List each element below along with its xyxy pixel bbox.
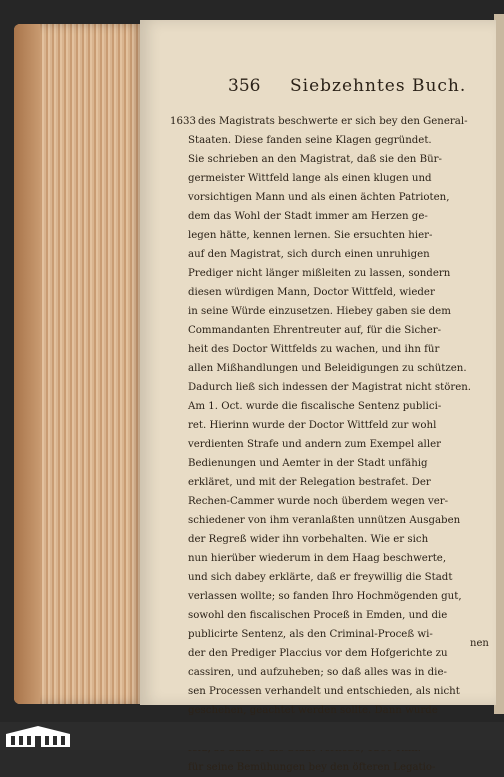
text-line	[170, 302, 488, 321]
text-line	[170, 644, 488, 663]
text-line	[170, 625, 488, 644]
line-text: erkläret, und mit der Relegation bestrafet. Der	[188, 477, 431, 488]
text-line	[170, 492, 488, 511]
text-line	[170, 131, 488, 150]
text-line	[170, 321, 488, 340]
line-text: schiedener von ihm veranlaßten unnützen Ausgaben	[188, 515, 461, 526]
text-line	[170, 530, 488, 549]
text-line	[170, 454, 488, 473]
line-text: verdienten Strafe und andern zum Exempel aller	[188, 439, 441, 450]
chapter-title: Siebzehntes Buch.	[290, 76, 467, 96]
line-text: allen Mißhandlungen und Beleidigungen zu schützen.	[188, 363, 467, 374]
text-line	[170, 435, 488, 454]
line-text: in seine Würde einzusetzen. Hiebey gaben sie dem	[188, 306, 451, 317]
text-line	[170, 169, 488, 188]
text-line	[170, 701, 488, 720]
text-line	[170, 682, 488, 701]
margin-year: 1633	[170, 116, 196, 127]
text-line	[170, 587, 488, 606]
line-text: für seine Bemühungen bey den öfteren Legatio-	[188, 762, 436, 773]
line-text: ret. Hierinn wurde der Doctor Wittfeld zur wohl	[188, 420, 437, 431]
line-text: Bedienungen und Aemter in der Stadt unfähig	[188, 458, 428, 469]
text-line	[170, 340, 488, 359]
viewer-footer	[0, 722, 504, 750]
text-line	[170, 606, 488, 625]
text-line	[170, 226, 488, 245]
text-line	[170, 473, 488, 492]
text-line	[170, 188, 488, 207]
catchword: nen	[470, 638, 489, 649]
text-line	[170, 511, 488, 530]
line-text: und sich dabey erklärte, daß er freywillig die Stadt	[188, 572, 453, 583]
text-line	[170, 150, 488, 169]
line-text: heit des Doctor Wittfelds zu wachen, und ihn für	[188, 344, 440, 355]
page-number: 356	[228, 76, 261, 96]
library-building-icon	[4, 724, 72, 748]
book-page	[140, 20, 496, 773]
line-text: Prediger nicht länger mißleiten zu lassen, sondern	[188, 268, 451, 279]
line-text: Dadurch ließ sich indessen der Magistrat nicht stören.	[188, 382, 472, 393]
line-text: Commandanten Ehrentreuter auf, für die Sicher-	[188, 325, 442, 336]
line-text: vorsichtigen Mann und als einen ächten Patrioten,	[188, 192, 450, 203]
line-text: cassiren, und aufzuheben; so daß alles was in die-	[188, 667, 447, 678]
text-line	[170, 397, 488, 416]
text-line	[170, 663, 488, 682]
line-text: germeister Wittfeld lange als einen klugen und	[188, 173, 432, 184]
text-line	[170, 758, 488, 777]
body-text	[170, 112, 488, 777]
line-text: auf den Magistrat, sich durch einen unruhigen	[188, 249, 430, 260]
line-text: geschehen, geachtet werden sollte. Dann wurde	[188, 705, 438, 716]
text-line	[170, 264, 488, 283]
line-text: Staaten. Diese fanden seine Klagen gegründet.	[188, 135, 432, 146]
line-text: diesen würdigen Mann, Doctor Wittfeld, wieder	[188, 287, 435, 298]
line-text: Sie schrieben an den Magistrat, daß sie den Bür-	[188, 154, 442, 165]
text-line	[170, 207, 488, 226]
text-line	[170, 359, 488, 378]
line-text: legen hätte, kennen lernen. Sie ersuchten hier-	[188, 230, 433, 241]
line-text: sen Processen verhandelt und entschieden, als nicht	[188, 686, 460, 697]
text-line	[170, 416, 488, 435]
line-text: Rechen-Cammer wurde noch überdem wegen ver-	[188, 496, 449, 507]
line-text: dem das Wohl der Stadt immer am Herzen ge-	[188, 211, 428, 222]
text-line	[170, 549, 488, 568]
line-text: des Magistrats beschwerte er sich bey den General-	[197, 116, 468, 127]
text-line	[170, 112, 488, 131]
text-line	[170, 245, 488, 264]
line-text: der den Prediger Placcius vor dem Hofgerichte zu	[188, 648, 448, 659]
line-text: nun hierüber wiederum in dem Haag beschwerte,	[188, 553, 447, 564]
text-line	[170, 378, 488, 397]
line-text: publicirte Sentenz, als den Criminal-Proceß wi-	[188, 629, 433, 640]
book-page-edges	[14, 24, 144, 704]
text-line	[170, 283, 488, 302]
line-text: verlassen wollte; so fanden Ihro Hochmögenden gut,	[188, 591, 462, 602]
line-text: sowohl den fiscalischen Proceß in Emden, und die	[188, 610, 448, 621]
line-text: der Regreß wider ihn vorbehalten. Wie er sich	[188, 534, 429, 545]
text-line	[170, 568, 488, 587]
line-text: Am 1. Oct. wurde die fiscalische Sentenz publici-	[188, 401, 442, 412]
